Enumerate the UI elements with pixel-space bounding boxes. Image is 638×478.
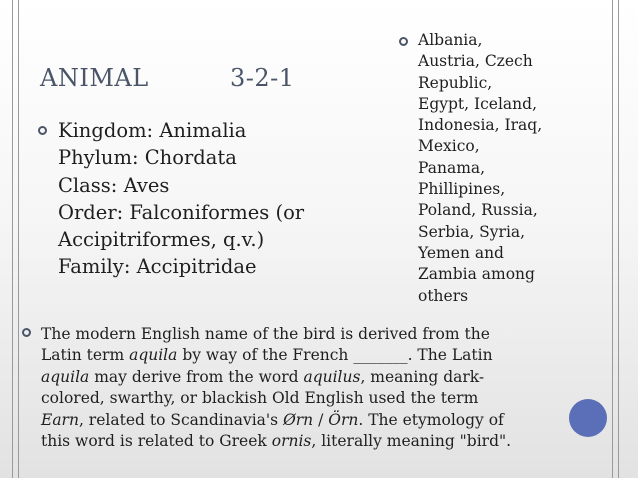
etymology-line-6: this word is related to Greek ornis, literally meaning "bird". xyxy=(41,432,512,451)
country-line: Panama, xyxy=(418,158,486,177)
etymology-line-5: Earn, related to Scandinavia's Ørn / Örn. The etymology of xyxy=(41,410,504,429)
latin-term: aquila xyxy=(129,346,178,365)
latin-term: aquila xyxy=(41,367,90,386)
country-line: Albania, xyxy=(418,31,483,49)
etymology-line-1: The modern English name of the bird is derived from the xyxy=(41,325,490,343)
taxonomy-order: Order: Falconiformes (or xyxy=(58,200,305,224)
taxonomy-kingdom: Kingdom: Animalia xyxy=(58,119,247,142)
country-line: Austria, Czech xyxy=(418,52,533,71)
latin-term: aquilus xyxy=(303,367,361,386)
etymology-line-4: colored, swarthy, or blackish Old English used the term xyxy=(41,389,479,408)
etymology-paragraph xyxy=(41,324,611,452)
decorative-circle xyxy=(569,399,607,437)
left-rule-outer xyxy=(12,0,13,478)
country-line: Egypt, Iceland, xyxy=(418,94,538,113)
country-line: Republic, xyxy=(418,73,493,92)
etymology-bullet-icon xyxy=(22,328,31,337)
country-line: Zambia among xyxy=(418,265,535,284)
country-line: others xyxy=(418,286,469,305)
countries-bullet-icon xyxy=(399,37,408,46)
old-english-term: Earn xyxy=(41,410,79,429)
country-line: Mexico, xyxy=(418,137,480,156)
taxonomy-family: Family: Accipitridae xyxy=(58,255,257,279)
slide-title: ANIMAL 3-2-1 xyxy=(40,64,295,92)
country-line: Yemen and xyxy=(418,243,504,262)
scandinavian-term: Örn xyxy=(328,410,359,429)
etymology-line-3: aquila may derive from the word aquilus, meaning dark- xyxy=(41,367,485,386)
greek-term: ornis xyxy=(271,432,312,451)
country-line: Indonesia, Iraq, xyxy=(418,116,543,135)
taxonomy-phylum: Phylum: Chordata xyxy=(58,146,237,170)
right-rule-inner xyxy=(612,0,613,478)
country-line: Poland, Russia, xyxy=(418,201,538,220)
country-line: Serbia, Syria, xyxy=(418,222,526,241)
country-line: Phillipines, xyxy=(418,180,506,199)
scandinavian-term: Ørn xyxy=(283,410,314,429)
right-rule-outer xyxy=(618,0,619,478)
taxonomy-list xyxy=(58,117,358,281)
taxonomy-order-cont: Accipitriformes, q.v.) xyxy=(58,228,265,252)
countries-list xyxy=(418,30,588,307)
taxonomy-class: Class: Aves xyxy=(58,173,170,197)
left-rule-inner xyxy=(18,0,19,478)
taxonomy-bullet-icon xyxy=(38,126,47,135)
etymology-line-2: Latin term aquila by way of the French _______. The Latin xyxy=(41,346,493,365)
